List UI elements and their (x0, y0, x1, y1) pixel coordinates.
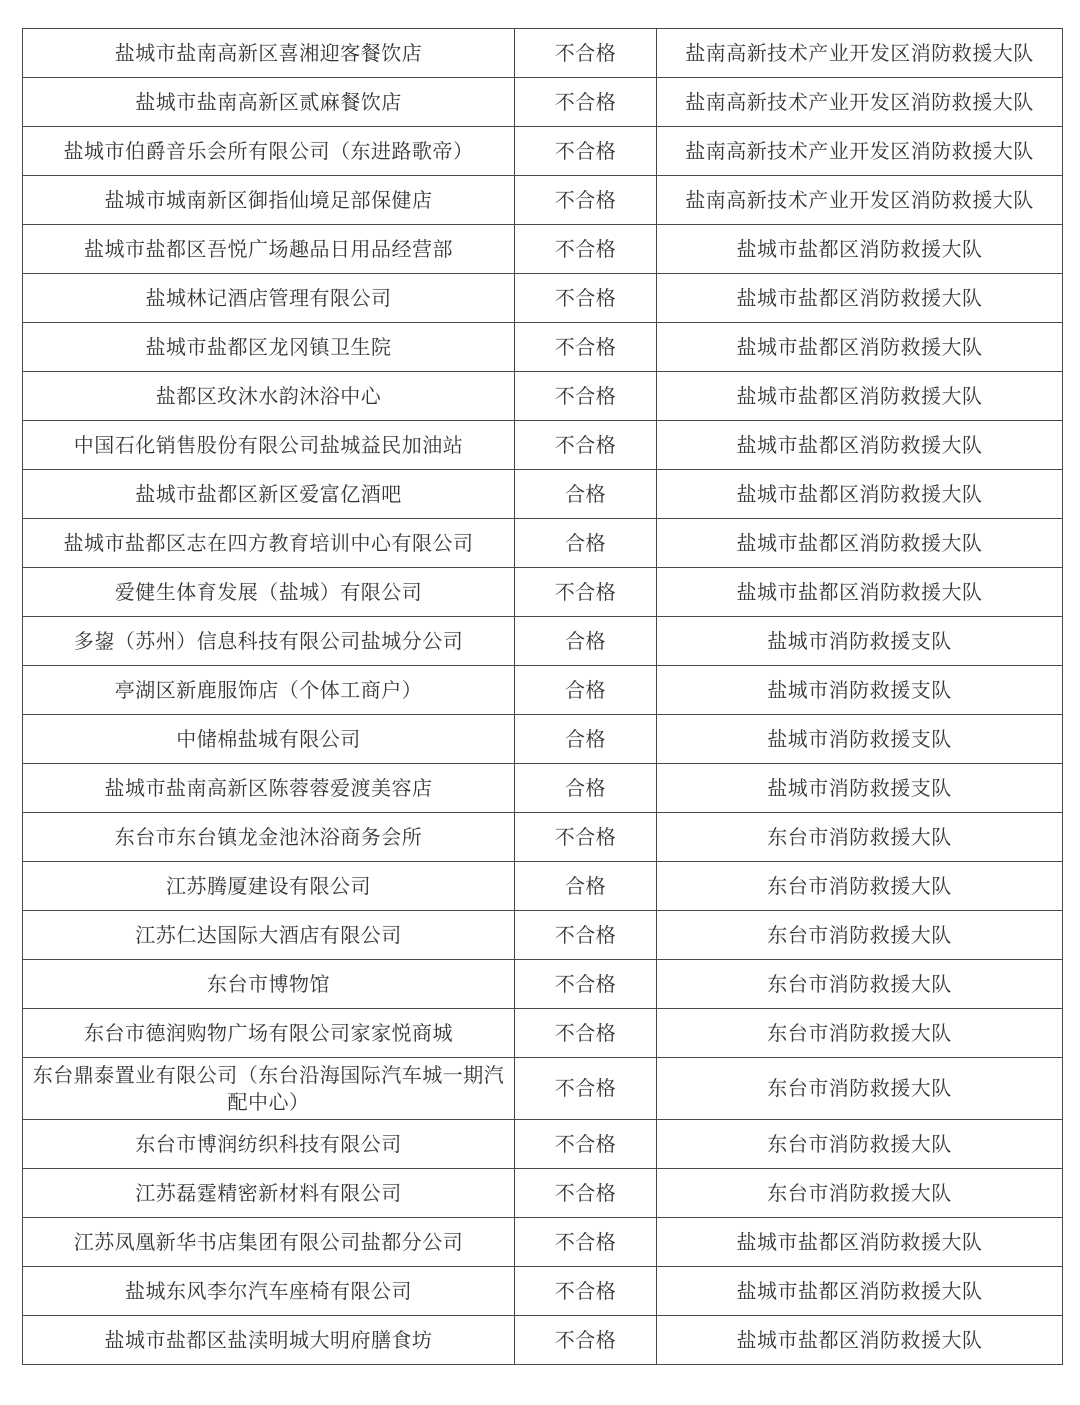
inspecting-unit-cell: 盐城市盐都区消防救援大队 (657, 1267, 1063, 1316)
company-name-cell: 江苏凤凰新华书店集团有限公司盐都分公司 (23, 1218, 515, 1267)
inspection-result-cell: 合格 (515, 666, 657, 715)
inspecting-unit-cell: 盐城市盐都区消防救援大队 (657, 519, 1063, 568)
table-row (23, 421, 1063, 470)
inspection-result-cell: 不合格 (515, 421, 657, 470)
table-row (23, 813, 1063, 862)
table-row (23, 176, 1063, 225)
company-name-cell: 盐城林记酒店管理有限公司 (23, 274, 515, 323)
inspection-result-cell: 不合格 (515, 1120, 657, 1169)
inspection-result-cell: 合格 (515, 715, 657, 764)
inspection-result-cell: 不合格 (515, 568, 657, 617)
inspecting-unit-cell: 盐城市盐都区消防救援大队 (657, 568, 1063, 617)
company-name-cell: 盐城市盐都区新区爱富亿酒吧 (23, 470, 515, 519)
company-name-cell: 江苏腾厦建设有限公司 (23, 862, 515, 911)
inspecting-unit-cell: 盐城市盐都区消防救援大队 (657, 323, 1063, 372)
inspection-result-cell: 合格 (515, 470, 657, 519)
company-name-cell: 东台市博物馆 (23, 960, 515, 1009)
inspecting-unit-cell: 东台市消防救援大队 (657, 1009, 1063, 1058)
inspecting-unit-cell: 盐城市消防救援支队 (657, 764, 1063, 813)
company-name-cell: 江苏仁达国际大酒店有限公司 (23, 911, 515, 960)
table-row (23, 323, 1063, 372)
table-row (23, 617, 1063, 666)
inspecting-unit-cell: 东台市消防救援大队 (657, 1058, 1063, 1120)
inspecting-unit-cell: 盐城市盐都区消防救援大队 (657, 274, 1063, 323)
table-row (23, 715, 1063, 764)
inspection-result-cell: 不合格 (515, 1316, 657, 1365)
table-row (23, 911, 1063, 960)
table-row (23, 274, 1063, 323)
inspection-results-table (22, 28, 1063, 1365)
company-name-cell: 亭湖区新鹿服饰店（个体工商户） (23, 666, 515, 715)
table-row (23, 568, 1063, 617)
company-name-cell: 盐都区玫沐水韵沐浴中心 (23, 372, 515, 421)
table-row (23, 1218, 1063, 1267)
table-row (23, 862, 1063, 911)
inspection-result-cell: 不合格 (515, 29, 657, 78)
inspecting-unit-cell: 盐城市盐都区消防救援大队 (657, 1316, 1063, 1365)
inspection-result-cell: 不合格 (515, 323, 657, 372)
inspection-result-cell: 不合格 (515, 1169, 657, 1218)
inspecting-unit-cell: 盐城市盐都区消防救援大队 (657, 470, 1063, 519)
table-row (23, 470, 1063, 519)
company-name-cell: 东台鼎泰置业有限公司（东台沿海国际汽车城一期汽配中心） (23, 1058, 515, 1120)
table-row (23, 372, 1063, 421)
table-row (23, 960, 1063, 1009)
inspection-result-cell: 不合格 (515, 225, 657, 274)
company-name-cell: 盐城市盐南高新区陈蓉蓉爱渡美容店 (23, 764, 515, 813)
table-row (23, 29, 1063, 78)
inspecting-unit-cell: 东台市消防救援大队 (657, 911, 1063, 960)
company-name-cell: 东台市东台镇龙金池沐浴商务会所 (23, 813, 515, 862)
table-body (23, 29, 1063, 1365)
inspecting-unit-cell: 盐南高新技术产业开发区消防救援大队 (657, 176, 1063, 225)
company-name-cell: 盐城市盐都区盐渎明城大明府膳食坊 (23, 1316, 515, 1365)
table-row (23, 1009, 1063, 1058)
inspection-result-cell: 不合格 (515, 960, 657, 1009)
company-name-cell: 东台市德润购物广场有限公司家家悦商城 (23, 1009, 515, 1058)
inspecting-unit-cell: 东台市消防救援大队 (657, 960, 1063, 1009)
company-name-cell: 盐城市盐都区龙冈镇卫生院 (23, 323, 515, 372)
inspecting-unit-cell: 东台市消防救援大队 (657, 813, 1063, 862)
inspecting-unit-cell: 盐南高新技术产业开发区消防救援大队 (657, 127, 1063, 176)
inspection-result-cell: 不合格 (515, 813, 657, 862)
table-row (23, 225, 1063, 274)
inspection-result-cell: 不合格 (515, 78, 657, 127)
company-name-cell: 盐城市城南新区御指仙境足部保健店 (23, 176, 515, 225)
company-name-cell: 江苏磊霆精密新材料有限公司 (23, 1169, 515, 1218)
inspection-result-cell: 不合格 (515, 372, 657, 421)
inspecting-unit-cell: 盐城市盐都区消防救援大队 (657, 1218, 1063, 1267)
inspection-result-cell: 不合格 (515, 274, 657, 323)
inspecting-unit-cell: 盐城市消防救援支队 (657, 715, 1063, 764)
inspecting-unit-cell: 东台市消防救援大队 (657, 862, 1063, 911)
table-row (23, 1316, 1063, 1365)
inspection-result-cell: 合格 (515, 862, 657, 911)
company-name-cell: 盐城市盐南高新区贰麻餐饮店 (23, 78, 515, 127)
inspection-result-cell: 合格 (515, 764, 657, 813)
inspection-result-cell: 合格 (515, 617, 657, 666)
table-row (23, 764, 1063, 813)
company-name-cell: 盐城市盐南高新区喜湘迎客餐饮店 (23, 29, 515, 78)
inspection-result-cell: 不合格 (515, 1009, 657, 1058)
inspection-result-cell: 合格 (515, 519, 657, 568)
table-row (23, 78, 1063, 127)
company-name-cell: 中国石化销售股份有限公司盐城益民加油站 (23, 421, 515, 470)
company-name-cell: 中储棉盐城有限公司 (23, 715, 515, 764)
table-row (23, 519, 1063, 568)
company-name-cell: 多鋆（苏州）信息科技有限公司盐城分公司 (23, 617, 515, 666)
company-name-cell: 盐城市盐都区志在四方教育培训中心有限公司 (23, 519, 515, 568)
company-name-cell: 盐城市伯爵音乐会所有限公司（东进路歌帝） (23, 127, 515, 176)
company-name-cell: 爱健生体育发展（盐城）有限公司 (23, 568, 515, 617)
company-name-cell: 盐城市盐都区吾悦广场趣品日用品经营部 (23, 225, 515, 274)
inspection-result-cell: 不合格 (515, 176, 657, 225)
inspection-result-cell: 不合格 (515, 1058, 657, 1120)
table-row (23, 666, 1063, 715)
inspection-result-cell: 不合格 (515, 1267, 657, 1316)
inspecting-unit-cell: 东台市消防救援大队 (657, 1120, 1063, 1169)
inspecting-unit-cell: 盐城市消防救援支队 (657, 666, 1063, 715)
inspection-result-cell: 不合格 (515, 911, 657, 960)
company-name-cell: 东台市博润纺织科技有限公司 (23, 1120, 515, 1169)
inspecting-unit-cell: 盐南高新技术产业开发区消防救援大队 (657, 29, 1063, 78)
table-row (23, 127, 1063, 176)
inspecting-unit-cell: 东台市消防救援大队 (657, 1169, 1063, 1218)
inspecting-unit-cell: 盐城市盐都区消防救援大队 (657, 372, 1063, 421)
table-row (23, 1169, 1063, 1218)
table-row (23, 1120, 1063, 1169)
inspecting-unit-cell: 盐城市盐都区消防救援大队 (657, 421, 1063, 470)
table-row (23, 1267, 1063, 1316)
inspecting-unit-cell: 盐南高新技术产业开发区消防救援大队 (657, 78, 1063, 127)
table-row (23, 1058, 1063, 1120)
company-name-cell: 盐城东风李尔汽车座椅有限公司 (23, 1267, 515, 1316)
inspecting-unit-cell: 盐城市盐都区消防救援大队 (657, 225, 1063, 274)
inspecting-unit-cell: 盐城市消防救援支队 (657, 617, 1063, 666)
inspection-result-cell: 不合格 (515, 1218, 657, 1267)
inspection-result-cell: 不合格 (515, 127, 657, 176)
